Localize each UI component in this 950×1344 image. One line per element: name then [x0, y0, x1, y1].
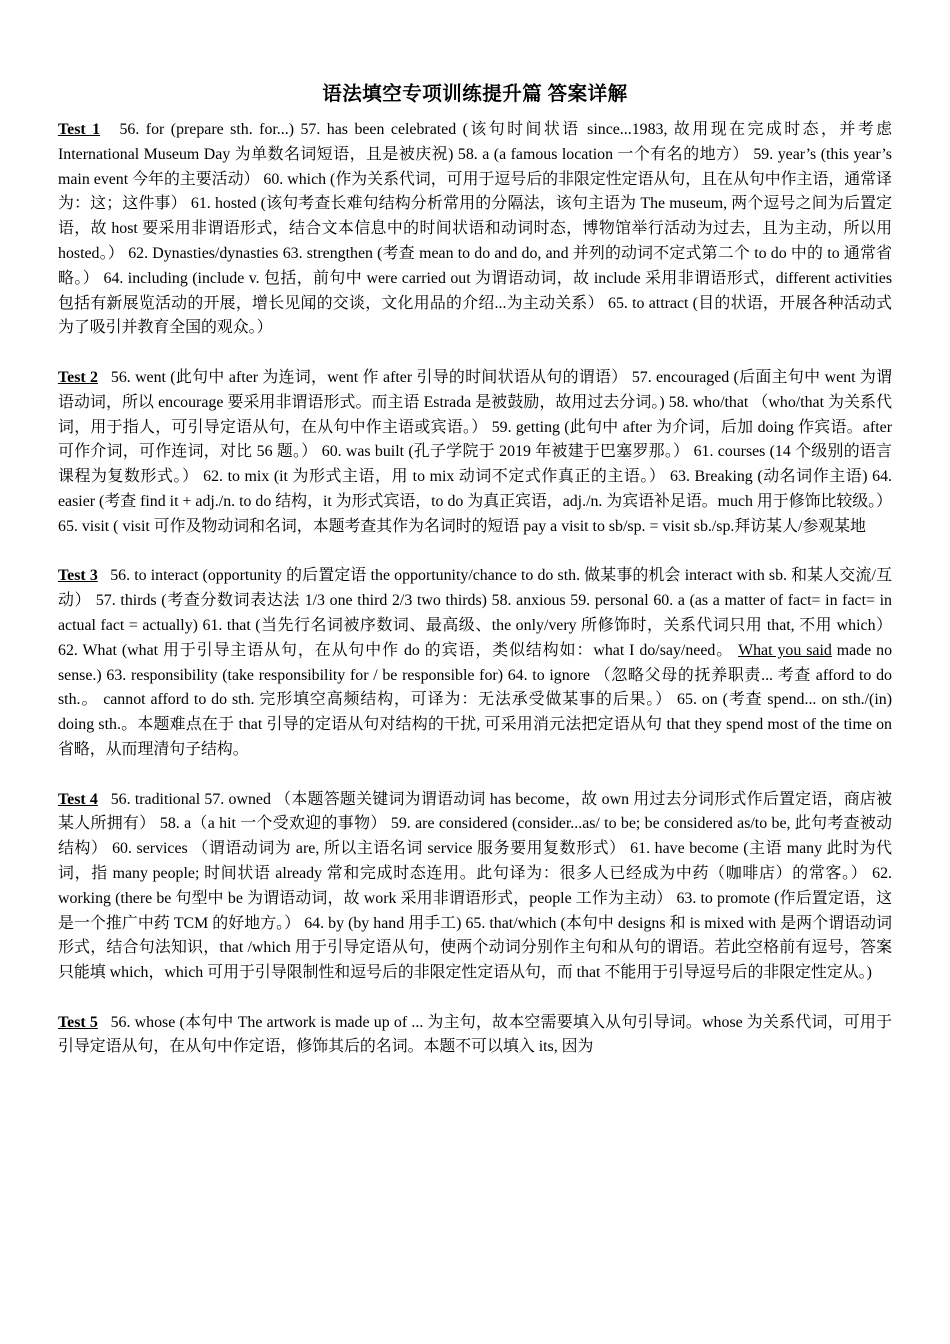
- test-4-label: Test 4: [58, 790, 98, 808]
- test-5-answers: [58, 1011, 892, 1061]
- test-1-text: 56. for (prepare sth. for...) 57. has been celebrated (该句时间状语 since...1983, 故用现在完成时态，并考虑 International Museum Day 为单数名词短语，且是被庆祝) 58. a (a famous location 一个有名的地方） 59. year’s (this year’s main event 今年的主要活动） 60. which (作为关系代词，可用于逗号后的非限定性定语从句，且在从句中作主语，通常译为：这；这件事） 61. hosted (该句考查长难句结构分析常用的分隔法，该句主语为 The museum, 两个逗号之间为后置定语，故 host 要采用非谓语形式，结合文本信息中的时间状语和动词时态，博物馆举行活动为过去，且为主动，所以用 hosted。） 62. Dynasties/dynasties 63. strengthen (考查 mean to do and do, and 并列的动词不定式第二个 to do 中的 to 通常省略。） 64. including (include v. 包括，前句中 were carried out 为谓语动词，故 include 采用非谓语形式，different activities 包括有新展览活动的开展，增长见闻的交谈，文化用品的介绍...为主动关系） 65. to attract (目的状语，开展各种活动式为了吸引并教育全国的观众。）: [58, 121, 892, 337]
- test-5-text: 56. whose (本句中 The artwork is made up of ... 为主句，故本空需要填入从句引导词。whose 为关系代词，可用于引导定语从句，在从句中作定语，修饰其后的名词。本题不可以填入 its, 因为: [58, 1013, 892, 1056]
- test-2-answers: [58, 366, 892, 540]
- document-page: [58, 82, 892, 1085]
- page-title: 语法填空专项训练提升篇 答案详解: [322, 84, 628, 105]
- test-3-text-before: 56. to interact (opportunity 的后置定语 the opportunity/chance to do sth. 做某事的机会 interact with sb. 和某人交流/互动） 57. thirds (考查分数词表达法 1/3 one third 2/3 two thirds) 58. anxious 59. personal 60. a (as a matter of fact= in fact= in actual fact = actually) 61. that (当先行名词被序数词、最高级、the only/very 所修饰时，关系代词只用 that, 不用 which） 62. What (what 用于引导主语从句，在从句中作 do 的宾语，类似结构如：what I do/say/need。: [58, 567, 892, 659]
- test-2-text: 56. went (此句中 after 为连词，went 作 after 引导的时间状语从句的谓语） 57. encouraged (后面主句中 went 为谓语动词，所以 encourage 要采用非谓语形式。而主语 Estrada 是被鼓励，故用过去分词。) 58. who/that （who/that 为关系代词，用于指人，可引导定语从句，在从句中作主语或宾语。） 59. getting (此句中 after 为介词，后加 doing 作宾语。after 可作介词，可作连词，对比 56 题。） 60. was built (孔子学院于 2019 年被建于巴塞罗那。） 61. courses (14 个级别的语言课程为复数形式。） 62. to mix (it 为形式主语，用 to mix 动词不定式作真正的主语。） 63. Breaking (动名词作主语) 64. easier (考查 find it + adj./n. to do 结构，it 为形式宾语，to do 为真正宾语，adj./n. 为宾语补足语。much 用于修饰比较级。） 65. visit ( visit 可作及物动词和名词，本题考查其作为名词时的短语 pay a visit to sb/sp. = visit sb./sp.拜访某人/参观某地: [58, 368, 892, 535]
- test-5-label: Test 5: [58, 1013, 98, 1031]
- test-3-text-after: made no sense.) 63. responsibility (take responsibility for / be responsible for) 64. to ignore （忽略父母的抚养职责... 考查 afford to do sth.。 cannot afford to do sth. 完形填空高频结构，可译为：无法承受做某事的后果。） 65. on (考查 spend... on sth./(in) doing sth.。本题难点在于 that 引导的定语从句对结构的干扰, 可采用消元法把定语从句 that they spend most of the time on 省略，从而理清句子结构。: [58, 641, 893, 758]
- test-3-underlined-example: What you said: [738, 641, 832, 659]
- test-3-answers: [58, 564, 892, 762]
- test-4-text: 56. traditional 57. owned （本题答题关键词为谓语动词 has become，故 own 用过去分词形式作后置定语，商店被某人所拥有） 58. a（a hit 一个受欢迎的事物） 59. are considered (consider...as/ to be; be considered as/to be, 此句考查被动结构） 60. services （谓语动词为 are, 所以主语名词 service 服务要用复数形式） 61. have become (主语 many 此时为代词，指 many people; 时间状语 already 常和完成时态连用。此句译为：很多人已经成为中药（咖啡店）的常客。） 62. working (there be 句型中 be 为谓语动词，故 work 采用非谓语形式，people 工作为主动） 63. to promote (作后置定语，这是一个推广中药 TCM 的好地方。） 64. by (by hand 用手工) 65. that/which (本句中 designs 和 is mixed with 是两个谓语动词形式，结合句法知识，that /which 用于引导定语从句，使两个动词分别作主句和从句的谓语。若此空格前有逗号，答案只能填 which，which 可用于引导限制性和逗号后的非限定性定语从句，而 that 不能用于引导逗号后的非限定性定从。): [58, 790, 893, 982]
- test-1-label: Test 1: [58, 121, 101, 138]
- test-2-label: Test 2: [58, 368, 98, 386]
- test-3-label: Test 3: [58, 567, 98, 585]
- test-4-answers: [58, 788, 892, 986]
- test-1-answers: [58, 118, 892, 341]
